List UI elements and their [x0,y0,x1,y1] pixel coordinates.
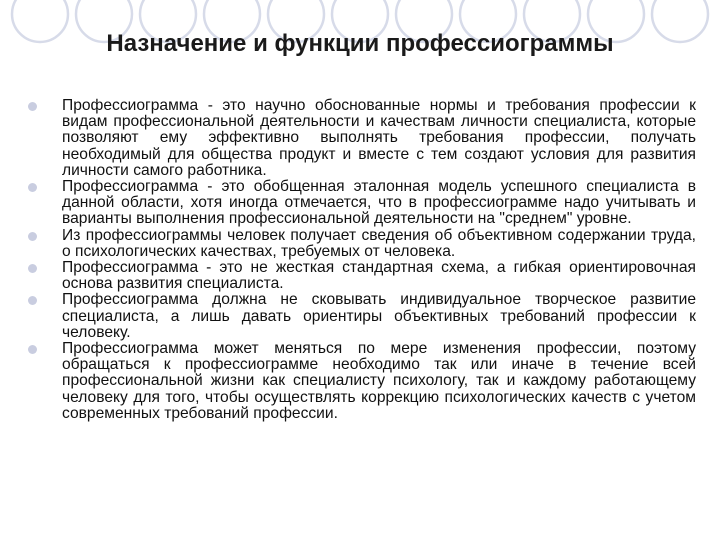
bullet-icon [28,102,37,111]
list-item [26,260,696,292]
list-item [26,228,696,260]
bullet-icon [28,264,37,273]
list-item [26,292,696,341]
bullet-list [26,98,696,422]
list-item-text: Профессиограмма - это научно обоснованные нормы и требования профессии к видам профессиональной деятельности и качествам личности специалиста, которые позволяют ему эффективно выполнять требования профессии, получать необходимый для общества продукт и вместе с тем создают условия для развития личности самого работника. [62,97,696,179]
list-item-text: Профессиограмма - это не жесткая стандартная схема, а гибкая ориентировочная основа развития специалиста. [62,259,696,293]
list-item [26,179,696,228]
list-item-text: Из профессиограммы человек получает сведения об объективном содержании труда, о психологических качествах, требуемых от человека. [62,226,696,260]
bullet-icon [28,345,37,354]
bullet-icon [28,296,37,305]
bullet-icon [28,183,37,192]
list-item-text: Профессиограмма - это обобщенная эталонная модель успешного специалиста в данной области, хотя иногда отмечается, что в профессиограмме надо учитывать и варианты выполнения профессиональной деятельности на "среднем" уровне. [62,178,696,228]
bullet-icon [28,232,37,241]
list-item [26,98,696,179]
list-item-text: Профессиограмма может меняться по мере изменения профессии, поэтому обращаться к профессиограмме необходимо так или иначе в течение всей профессиональной жизни как специалисту психологу, так и каждому работающему человеку для того, чтобы осуществлять коррекцию психологических качеств с учетом современных требований профессии. [62,340,696,422]
list-item [26,341,696,422]
list-item-text: Профессиограмма должна не сковывать индивидуальное творческое развитие специалиста, а лишь давать ориентиры объективных требований профессии к человеку. [62,291,696,341]
slide-title: Назначение и функции профессиограммы [106,30,614,57]
